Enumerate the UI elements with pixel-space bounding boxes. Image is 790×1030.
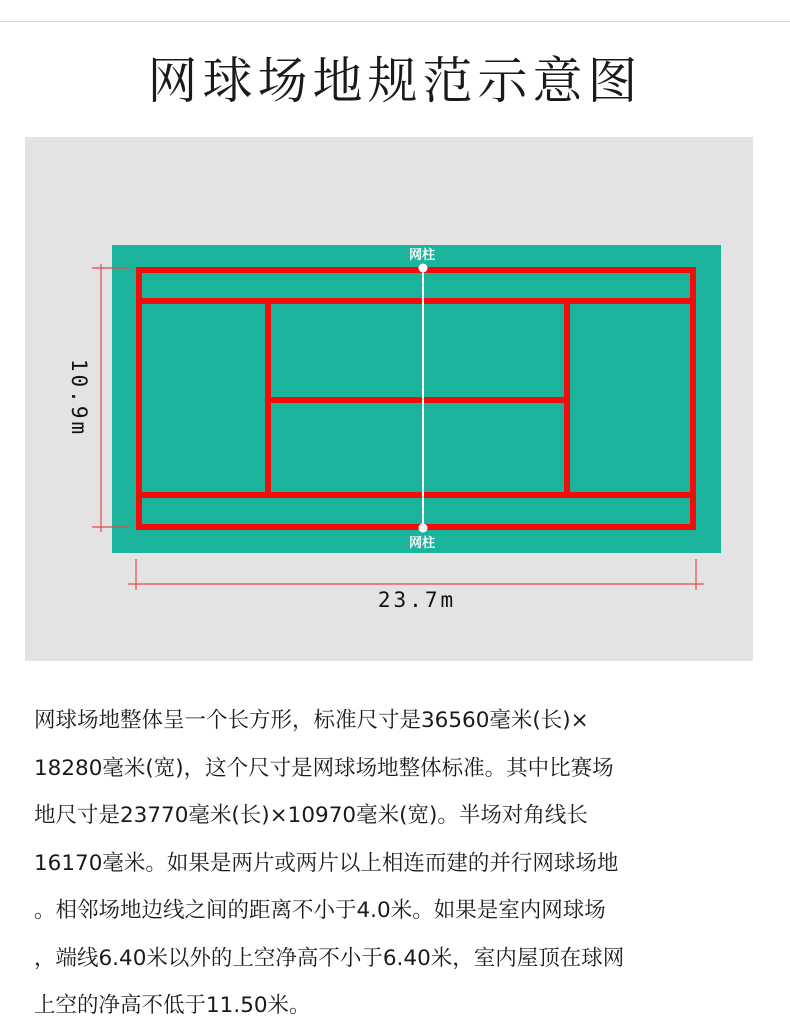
page-title: 网球场地规范示意图 (147, 52, 643, 110)
court-diagram-panel (25, 137, 753, 661)
length-dimension-label: 23.7m (377, 588, 457, 612)
description-line: 地尺寸是23770毫米(长)×10970毫米(宽)。半场对角线长 (34, 803, 588, 828)
net-post-icon (419, 524, 428, 533)
description-paragraph (34, 697, 764, 1030)
net-post-icon (419, 264, 428, 273)
description-line: 18280毫米(宽)，这个尺寸是网球场地整体标准。其中比赛场 (34, 755, 614, 781)
description-line: 。相邻场地边线之间的距离不小于4.0米。如果是室内网球场 (34, 898, 606, 923)
width-dimension-label: 10.9m (67, 358, 91, 438)
tennis-court-diagram (25, 137, 753, 661)
net-post-top-label: 网柱 (408, 248, 436, 263)
description-line: 网球场地整体呈一个长方形，标准尺寸是36560毫米(长)× (34, 708, 589, 733)
net-post-bottom-label: 网柱 (408, 536, 436, 551)
length-dimension (128, 559, 704, 590)
description-line: 16170毫米。如果是两片或两片以上相连而建的并行网球场地 (34, 850, 619, 876)
description-line: ，端线6.40米以外的上空净高不小于6.40米，室内屋顶在球网 (34, 945, 625, 971)
description-line: 上空的净高不低于11.50米。 (34, 993, 311, 1018)
top-divider (0, 21, 790, 22)
